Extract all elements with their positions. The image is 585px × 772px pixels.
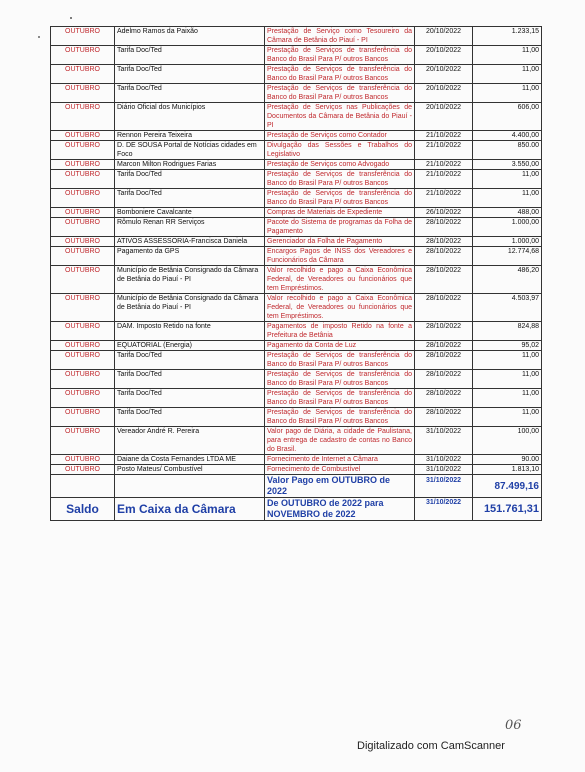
date-cell: 20/10/2022 (415, 103, 473, 131)
payee-cell: Tarifa Doc/Ted (115, 170, 265, 189)
payee-cell: DAM. Imposto Retido na fonte (115, 322, 265, 341)
amount-cell: 1.813,10 (473, 465, 542, 475)
month-cell: OUTUBRO (51, 170, 115, 189)
total-label: Valor Pago em OUTUBRO de 2022 (265, 475, 415, 498)
amount-cell: 12.774,68 (473, 247, 542, 266)
total-date: 31/10/2022 (415, 475, 473, 498)
month-cell: OUTUBRO (51, 160, 115, 170)
month-cell: OUTUBRO (51, 46, 115, 65)
amount-cell: 11,00 (473, 84, 542, 103)
month-cell: OUTUBRO (51, 455, 115, 465)
payee-cell: Tarifa Doc/Ted (115, 408, 265, 427)
payee-cell: Tarifa Doc/Ted (115, 189, 265, 208)
amount-cell: 850.00 (473, 141, 542, 160)
scan-speck (38, 36, 40, 38)
table-row (51, 389, 542, 408)
table-row (51, 341, 542, 351)
table-row (51, 455, 542, 465)
amount-cell: 11,00 (473, 46, 542, 65)
month-cell: OUTUBRO (51, 208, 115, 218)
amount-cell: 11,00 (473, 65, 542, 84)
date-cell: 28/10/2022 (415, 351, 473, 370)
table-row (51, 427, 542, 455)
description-cell: Fornecimento de Combustível (265, 465, 415, 475)
description-cell: Prestação de Serviços de transferência do Banco do Brasil Para P/ outros Bancos (265, 170, 415, 189)
description-cell: Prestação de Serviços nas Publicações de Documentos da Câmara de Betânia do Piauí - PI (265, 103, 415, 131)
date-cell: 20/10/2022 (415, 46, 473, 65)
payee-cell: Marcon Milton Rodrigues Farias (115, 160, 265, 170)
table-row (51, 218, 542, 237)
payee-cell: Rennon Pereira Teixeira (115, 131, 265, 141)
date-cell: 21/10/2022 (415, 170, 473, 189)
month-cell: OUTUBRO (51, 65, 115, 84)
amount-cell: 11,00 (473, 189, 542, 208)
saldo-nome: Em Caixa da Câmara (115, 498, 265, 521)
table-row (51, 27, 542, 46)
payee-cell: D. DE SOUSA Portal de Notícias cidades em Foco (115, 141, 265, 160)
description-cell: Valor recolhido e pago a Caixa Econômica Federal, de Vereadores ou funcionários que tem Empréstimos. (265, 294, 415, 322)
description-cell: Prestação de Serviços de transferência do Banco do Brasil Para P/ outros Bancos (265, 65, 415, 84)
date-cell: 26/10/2022 (415, 208, 473, 218)
table-row (51, 247, 542, 266)
date-cell: 31/10/2022 (415, 465, 473, 475)
total-nome-cell (115, 475, 265, 498)
date-cell: 31/10/2022 (415, 427, 473, 455)
scanner-watermark: Digitalizado com CamScanner (357, 740, 505, 752)
description-cell: Pacote do Sistema de programas da Folha de Pagamento (265, 218, 415, 237)
payee-cell: Município de Betânia Consignado da Câmara de Betânia do Piauí - PI (115, 294, 265, 322)
date-cell: 28/10/2022 (415, 237, 473, 247)
month-cell: OUTUBRO (51, 27, 115, 46)
amount-cell: 1.233,15 (473, 27, 542, 46)
date-cell: 31/10/2022 (415, 455, 473, 465)
month-cell: OUTUBRO (51, 294, 115, 322)
month-cell: OUTUBRO (51, 427, 115, 455)
date-cell: 28/10/2022 (415, 389, 473, 408)
payee-cell: Tarifa Doc/Ted (115, 389, 265, 408)
table-row (51, 266, 542, 294)
month-cell: OUTUBRO (51, 189, 115, 208)
payee-cell: Tarifa Doc/Ted (115, 65, 265, 84)
description-cell: Prestação de Serviços como Advogado (265, 160, 415, 170)
date-cell: 21/10/2022 (415, 160, 473, 170)
date-cell: 28/10/2022 (415, 408, 473, 427)
date-cell: 28/10/2022 (415, 322, 473, 341)
month-cell: OUTUBRO (51, 351, 115, 370)
description-cell: Pagamentos de imposto Retido na fonte a Prefeitura de Betânia (265, 322, 415, 341)
amount-cell: 100,00 (473, 427, 542, 455)
expense-ledger-table (50, 26, 542, 521)
description-cell: Divulgação das Sessões e Trabalhos do Legislativo (265, 141, 415, 160)
date-cell: 28/10/2022 (415, 247, 473, 266)
amount-cell: 1.000,00 (473, 218, 542, 237)
amount-cell: 606,00 (473, 103, 542, 131)
saldo-date: 31/10/2022 (415, 498, 473, 521)
ledger-body (51, 27, 542, 521)
description-cell: Prestação de Serviços de transferência do Banco do Brasil Para P/ outros Bancos (265, 46, 415, 65)
payee-cell: Daiane da Costa Fernandes LTDA ME (115, 455, 265, 465)
amount-cell: 488,00 (473, 208, 542, 218)
amount-cell: 11,00 (473, 389, 542, 408)
description-cell: Prestação de Serviços de transferência do Banco do Brasil Para P/ outros Bancos (265, 408, 415, 427)
table-row (51, 408, 542, 427)
amount-cell: 4.400,00 (473, 131, 542, 141)
date-cell: 21/10/2022 (415, 189, 473, 208)
table-row (51, 370, 542, 389)
amount-cell: 11,00 (473, 408, 542, 427)
month-cell: OUTUBRO (51, 341, 115, 351)
description-cell: Prestação de Serviços de transferência do Banco do Brasil Para P/ outros Bancos (265, 84, 415, 103)
payee-cell: Município de Betânia Consignado da Câmara de Betânia do Piauí - PI (115, 266, 265, 294)
month-cell: OUTUBRO (51, 370, 115, 389)
amount-cell: 11,00 (473, 351, 542, 370)
date-cell: 21/10/2022 (415, 141, 473, 160)
table-row (51, 84, 542, 103)
table-row (51, 237, 542, 247)
amount-cell: 824,88 (473, 322, 542, 341)
amount-cell: 3.550,00 (473, 160, 542, 170)
month-cell: OUTUBRO (51, 141, 115, 160)
table-row (51, 46, 542, 65)
description-cell: Valor recolhido e pago a Caixa Econômica Federal, de Vereadores ou funcionários que tem Empréstimos. (265, 266, 415, 294)
payee-cell: Adelmo Ramos da Paixão (115, 27, 265, 46)
date-cell: 28/10/2022 (415, 294, 473, 322)
month-cell: OUTUBRO (51, 237, 115, 247)
payee-cell: Bomboniere Cavalcante (115, 208, 265, 218)
total-mes-cell (51, 475, 115, 498)
month-cell: OUTUBRO (51, 465, 115, 475)
amount-cell: 11,00 (473, 170, 542, 189)
payee-cell: Posto Mateus/ Combustível (115, 465, 265, 475)
date-cell: 28/10/2022 (415, 370, 473, 389)
payee-cell: EQUATORIAL (Energia) (115, 341, 265, 351)
date-cell: 28/10/2022 (415, 218, 473, 237)
month-cell: OUTUBRO (51, 218, 115, 237)
payee-cell: Pagamento da GPS (115, 247, 265, 266)
table-row (51, 465, 542, 475)
description-cell: Prestação de Serviços de transferência do Banco do Brasil Para P/ outros Bancos (265, 351, 415, 370)
table-row (51, 351, 542, 370)
payee-cell: Vereador André R. Pereira (115, 427, 265, 455)
description-cell: Encargos Pagos de INSS dos Vereadores e Funcionários da Câmara (265, 247, 415, 266)
date-cell: 28/10/2022 (415, 266, 473, 294)
payee-cell: Tarifa Doc/Ted (115, 351, 265, 370)
month-cell: OUTUBRO (51, 389, 115, 408)
month-cell: OUTUBRO (51, 84, 115, 103)
description-cell: Prestação de Serviços de transferência do Banco do Brasil Para P/ outros Bancos (265, 189, 415, 208)
month-cell: OUTUBRO (51, 131, 115, 141)
amount-cell: 95,02 (473, 341, 542, 351)
month-cell: OUTUBRO (51, 322, 115, 341)
description-cell: Fornecimento de Internet a Câmara (265, 455, 415, 465)
payee-cell: Rômulo Renan RR Serviços (115, 218, 265, 237)
amount-cell: 486,20 (473, 266, 542, 294)
date-cell: 21/10/2022 (415, 131, 473, 141)
table-row (51, 208, 542, 218)
saldo-label: Saldo (51, 498, 115, 521)
description-cell: Compras de Materiais de Expediente (265, 208, 415, 218)
description-cell: Prestação de Serviço como Tesoureiro da Câmara de Betânia do Piauí - PI (265, 27, 415, 46)
date-cell: 20/10/2022 (415, 65, 473, 84)
month-cell: OUTUBRO (51, 266, 115, 294)
description-cell: Valor pago de Diária, a cidade de Paulistana, para entrega de cadastro de contas no Banco do Brasil. (265, 427, 415, 455)
saldo-value: 151.761,31 (473, 498, 542, 521)
total-value: 87.499,16 (473, 475, 542, 498)
table-row (51, 160, 542, 170)
table-row (51, 131, 542, 141)
date-cell: 28/10/2022 (415, 341, 473, 351)
table-row (51, 294, 542, 322)
amount-cell: 1.000,00 (473, 237, 542, 247)
payee-cell: Diário Oficial dos Municípios (115, 103, 265, 131)
amount-cell: 90.00 (473, 455, 542, 465)
description-cell: Pagamento da Conta de Luz (265, 341, 415, 351)
table-row (51, 141, 542, 160)
table-row (51, 65, 542, 84)
page-number: 06 (505, 718, 522, 733)
amount-cell: 4.503,97 (473, 294, 542, 322)
month-cell: OUTUBRO (51, 247, 115, 266)
month-cell: OUTUBRO (51, 103, 115, 131)
payee-cell: Tarifa Doc/Ted (115, 84, 265, 103)
description-cell: Prestação de Serviços de transferência do Banco do Brasil Para P/ outros Bancos (265, 370, 415, 389)
payee-cell: Tarifa Doc/Ted (115, 370, 265, 389)
table-row (51, 170, 542, 189)
date-cell: 20/10/2022 (415, 84, 473, 103)
amount-cell: 11,00 (473, 370, 542, 389)
saldo-desc: De OUTUBRO de 2022 para NOVEMBRO de 2022 (265, 498, 415, 521)
description-cell: Prestação de Serviços como Contador (265, 131, 415, 141)
description-cell: Prestação de Serviços de transferência do Banco do Brasil Para P/ outros Bancos (265, 389, 415, 408)
table-row (51, 103, 542, 131)
payee-cell: ATIVOS ASSESSORIA-Francisca Daniela (115, 237, 265, 247)
payee-cell: Tarifa Doc/Ted (115, 46, 265, 65)
saldo-row (51, 498, 542, 521)
scan-speck (70, 17, 72, 19)
table-row (51, 189, 542, 208)
description-cell: Gerenciador da Folha de Pagamento (265, 237, 415, 247)
month-cell: OUTUBRO (51, 408, 115, 427)
total-row (51, 475, 542, 498)
table-row (51, 322, 542, 341)
date-cell: 20/10/2022 (415, 27, 473, 46)
